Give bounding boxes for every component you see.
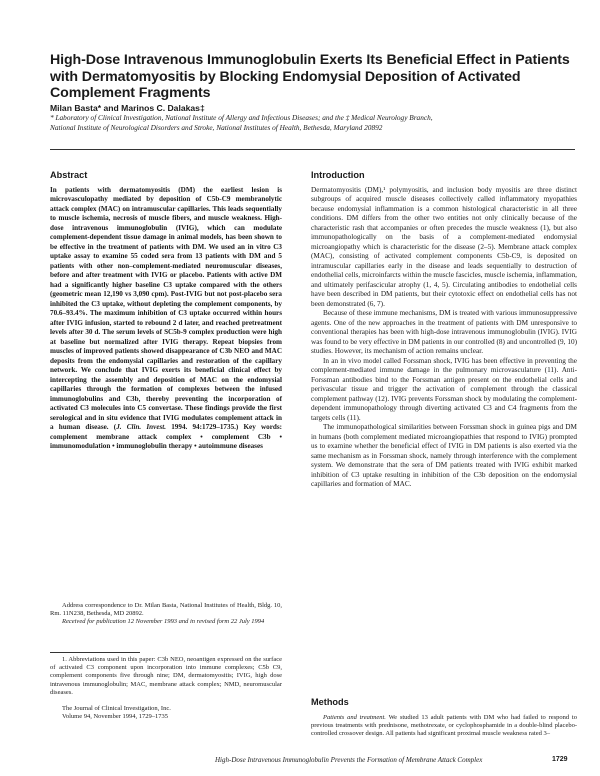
authors-line: Milan Basta* and Marinos C. Dalakas‡ xyxy=(50,103,205,113)
citation-open: ( xyxy=(113,423,117,432)
running-footer: High-Dose Intravenous Immunoglobulin Prevents the Formation of Membrane Attack Complex xyxy=(215,756,483,764)
correspondence-block xyxy=(50,602,282,627)
intro-paragraph-1: Dermatomyositis (DM),¹ polymyositis, and inclusion body myositis are three distinct subgroups of acquired muscle diseases collectively called inflammatory myopathies because endomysial inflammation is a common histological characteristic in all three conditions. DM differs from the other two entities not only clinically because of the characteristic rash that accompanies or often precedes the muscle weakness (1), but also immunopathologically on the basis of a complement-mediated endomysial microangiopathy which is characteristic for the disease (2–5). Membrane attack complex (MAC), consisting of activated complement components C5b-C9, is deposited on intramuscular capillaries early in the disease and leads sequentially to destruction of endothelial cells, microinfarcts within the muscle fascicles, muscle ischemia, inflammation, and ultimately perifascicular atrophy (1, 4, 5). Circulating antibodies to endothelial cells have been described in DM patients, but their cytotoxic effect on endothelial cells has not been demonstrated (6, 7). xyxy=(311,186,577,308)
journal-info-line-2: Volume 94, November 1994, 1729–1735 xyxy=(62,713,169,721)
citation-journal: J. Clin. Invest. xyxy=(116,423,167,432)
footnote-rule xyxy=(50,652,140,653)
article-title: High-Dose Intravenous Immunoglobulin Exerts Its Beneficial Effect in Patients with Dermatomyositis by Blocking Endomysial Deposition of Activated Complement Fragments xyxy=(50,52,570,101)
introduction-heading: Introduction xyxy=(311,170,365,180)
received-dates: Received for publication 12 November 1993 and in revised form 22 July 1994 xyxy=(62,618,265,626)
affiliation-line-1: * Laboratory of Clinical Investigation, National Institute of Allergy and Infectious Diseases; and the ‡ Medical Neurology Branch, xyxy=(50,113,433,122)
abstract-heading: Abstract xyxy=(50,170,88,180)
intro-paragraph-3: In an in vivo model called Forssman shock, IVIG has been effective in preventing the complement-mediated immune damage in the pulmonary microvasculature (11). Anti-Forssman antibodies bind to the Forssman antigen present on the endothelial cells and perivascular tissue and trigger the activation of complement through the classical complement pathway (12). IVIG prevents Forssman shock by modulating the complement-dependent immunopathology through diverting activated C3 and C4 fragments from the targets cells (11). xyxy=(311,356,577,422)
header-rule xyxy=(50,149,575,150)
page-number: 1729 xyxy=(552,756,568,763)
methods-heading: Methods xyxy=(311,697,349,707)
abstract-body xyxy=(50,186,282,452)
methods-body xyxy=(311,714,577,739)
methods-lead: Patients and treatment. xyxy=(323,714,386,721)
methods-text: We studied 13 adult patients with DM who had failed to respond to previous treatments with prednisone, methotrexate, or cyclophosphamide in a double-blind placebo-controlled crossover design. All patients had significant proximal muscle weakness rated 3– xyxy=(311,714,577,738)
introduction-body xyxy=(311,186,577,490)
correspondence: Address correspondence to Dr. Milan Basta, National Institutes of Health, Bldg. 10, Rm. 11N238, Bethesda, MD 20892. xyxy=(50,602,282,618)
abstract-text: In patients with dermatomyositis (DM) the earliest lesion is microvasculopathy mediated by deposition of C5b-C9 membranolytic attack complex (MAC) on intramuscular capillaries. This leads sequentially to muscle ischemia, necrosis of muscle fibers, and muscle weakness. High-dose intravenous immunoglobulin (IVIG), which can modulate complement-dependent tissue damage in animal models, has been shown to be effective in the treatment of patients with DM. We used an in vitro C3 uptake assay to examine 55 coded sera from 13 patients with DM and 5 patients with other non–complement-mediated neuromuscular diseases, before and after treatment with IVIG or placebo. Patients with active DM had a significantly higher baseline C3 uptake compared with the others (geometric mean 12,190 vs 3,090 cpm). Post-IVIG but not post-placebo sera inhibited the C3 uptake, without depleting the complement components, by 70.6–93.4%. The maximum inhibition of C3 uptake occurred within hours after IVIG infusion, started to rebound 2 d later, and reached pretreatment levels after 30 d. The serum levels of SC5b-9 complex production were high at baseline but normalized after IVIG therapy. Repeat biopsies from muscles of improved patients showed disappearance of C3b NEO and MAC deposits from the endomysial capillaries and restoration of the capillary network. We conclude that IVIG exerts its beneficial clinical effect by intercepting the assembly and deposition of MAC on the endomysial capillaries through the formation of complexes between the infused immunoglobulins and C3b, thereby preventing the incorporation of activated C3 molecules into C5 convertase. These findings provide the first serological and in situ evidence that IVIG modulates complement attack in a human disease. xyxy=(50,186,282,432)
intro-paragraph-2: Because of these immune mechanisms, DM is treated with various immunosuppressive agents. One of the new approaches in the treatment of patients with DM unresponsive to conventional therapies has been with high-dose intravenous immunoglobulin (IVIG). IVIG was found to be very effective in DM patients in our controlled (8) and uncontrolled (9, 10) studies. However, its mechanism of action remains unclear. xyxy=(311,309,577,356)
journal-info-line-1: The Journal of Clinical Investigation, Inc. xyxy=(62,705,171,712)
affiliations xyxy=(50,113,590,132)
abbreviations-footnote: 1. Abbreviations used in this paper: C3b NEO, neoantigen expressed on the surface of activated C3 component upon incorporation into immune complexes; C5b C9, complement components five through nine; DM, dermatomyositis; IVIG, high dose intravenous immunoglobulin; MAC, membrane attack complex; NMD, neuromuscular diseases. xyxy=(50,656,282,696)
intro-paragraph-4: The immunopathological similarities between Forssman shock in guinea pigs and DM in humans (both complement mediated microangiopathies that respond to IVIG) prompted us to examine whether the beneficial effect of IVIG in DM patients is also exerted via the same mechanism as in Forssman shock, namely through interference with the complement system. We demonstrate that the sera of DM patients treated with IVIG exhibit marked inhibition of C3 uptake resulting in inhibition of the C3b deposition on the endomysial capillaries and formation of MAC. xyxy=(311,423,577,489)
citation-keywords: 1994. 94:1729–1735.) Key words: complement membrane attack complex • complement C3b • immunomodulation • immunoglobulin therapy • autoimmune diseases xyxy=(50,423,282,451)
affiliation-line-2: National Institute of Neurological Disorders and Stroke, National Institutes of Health, Bethesda, Maryland 20892 xyxy=(50,122,383,132)
footnote-block xyxy=(50,656,282,697)
journal-info xyxy=(50,705,282,721)
